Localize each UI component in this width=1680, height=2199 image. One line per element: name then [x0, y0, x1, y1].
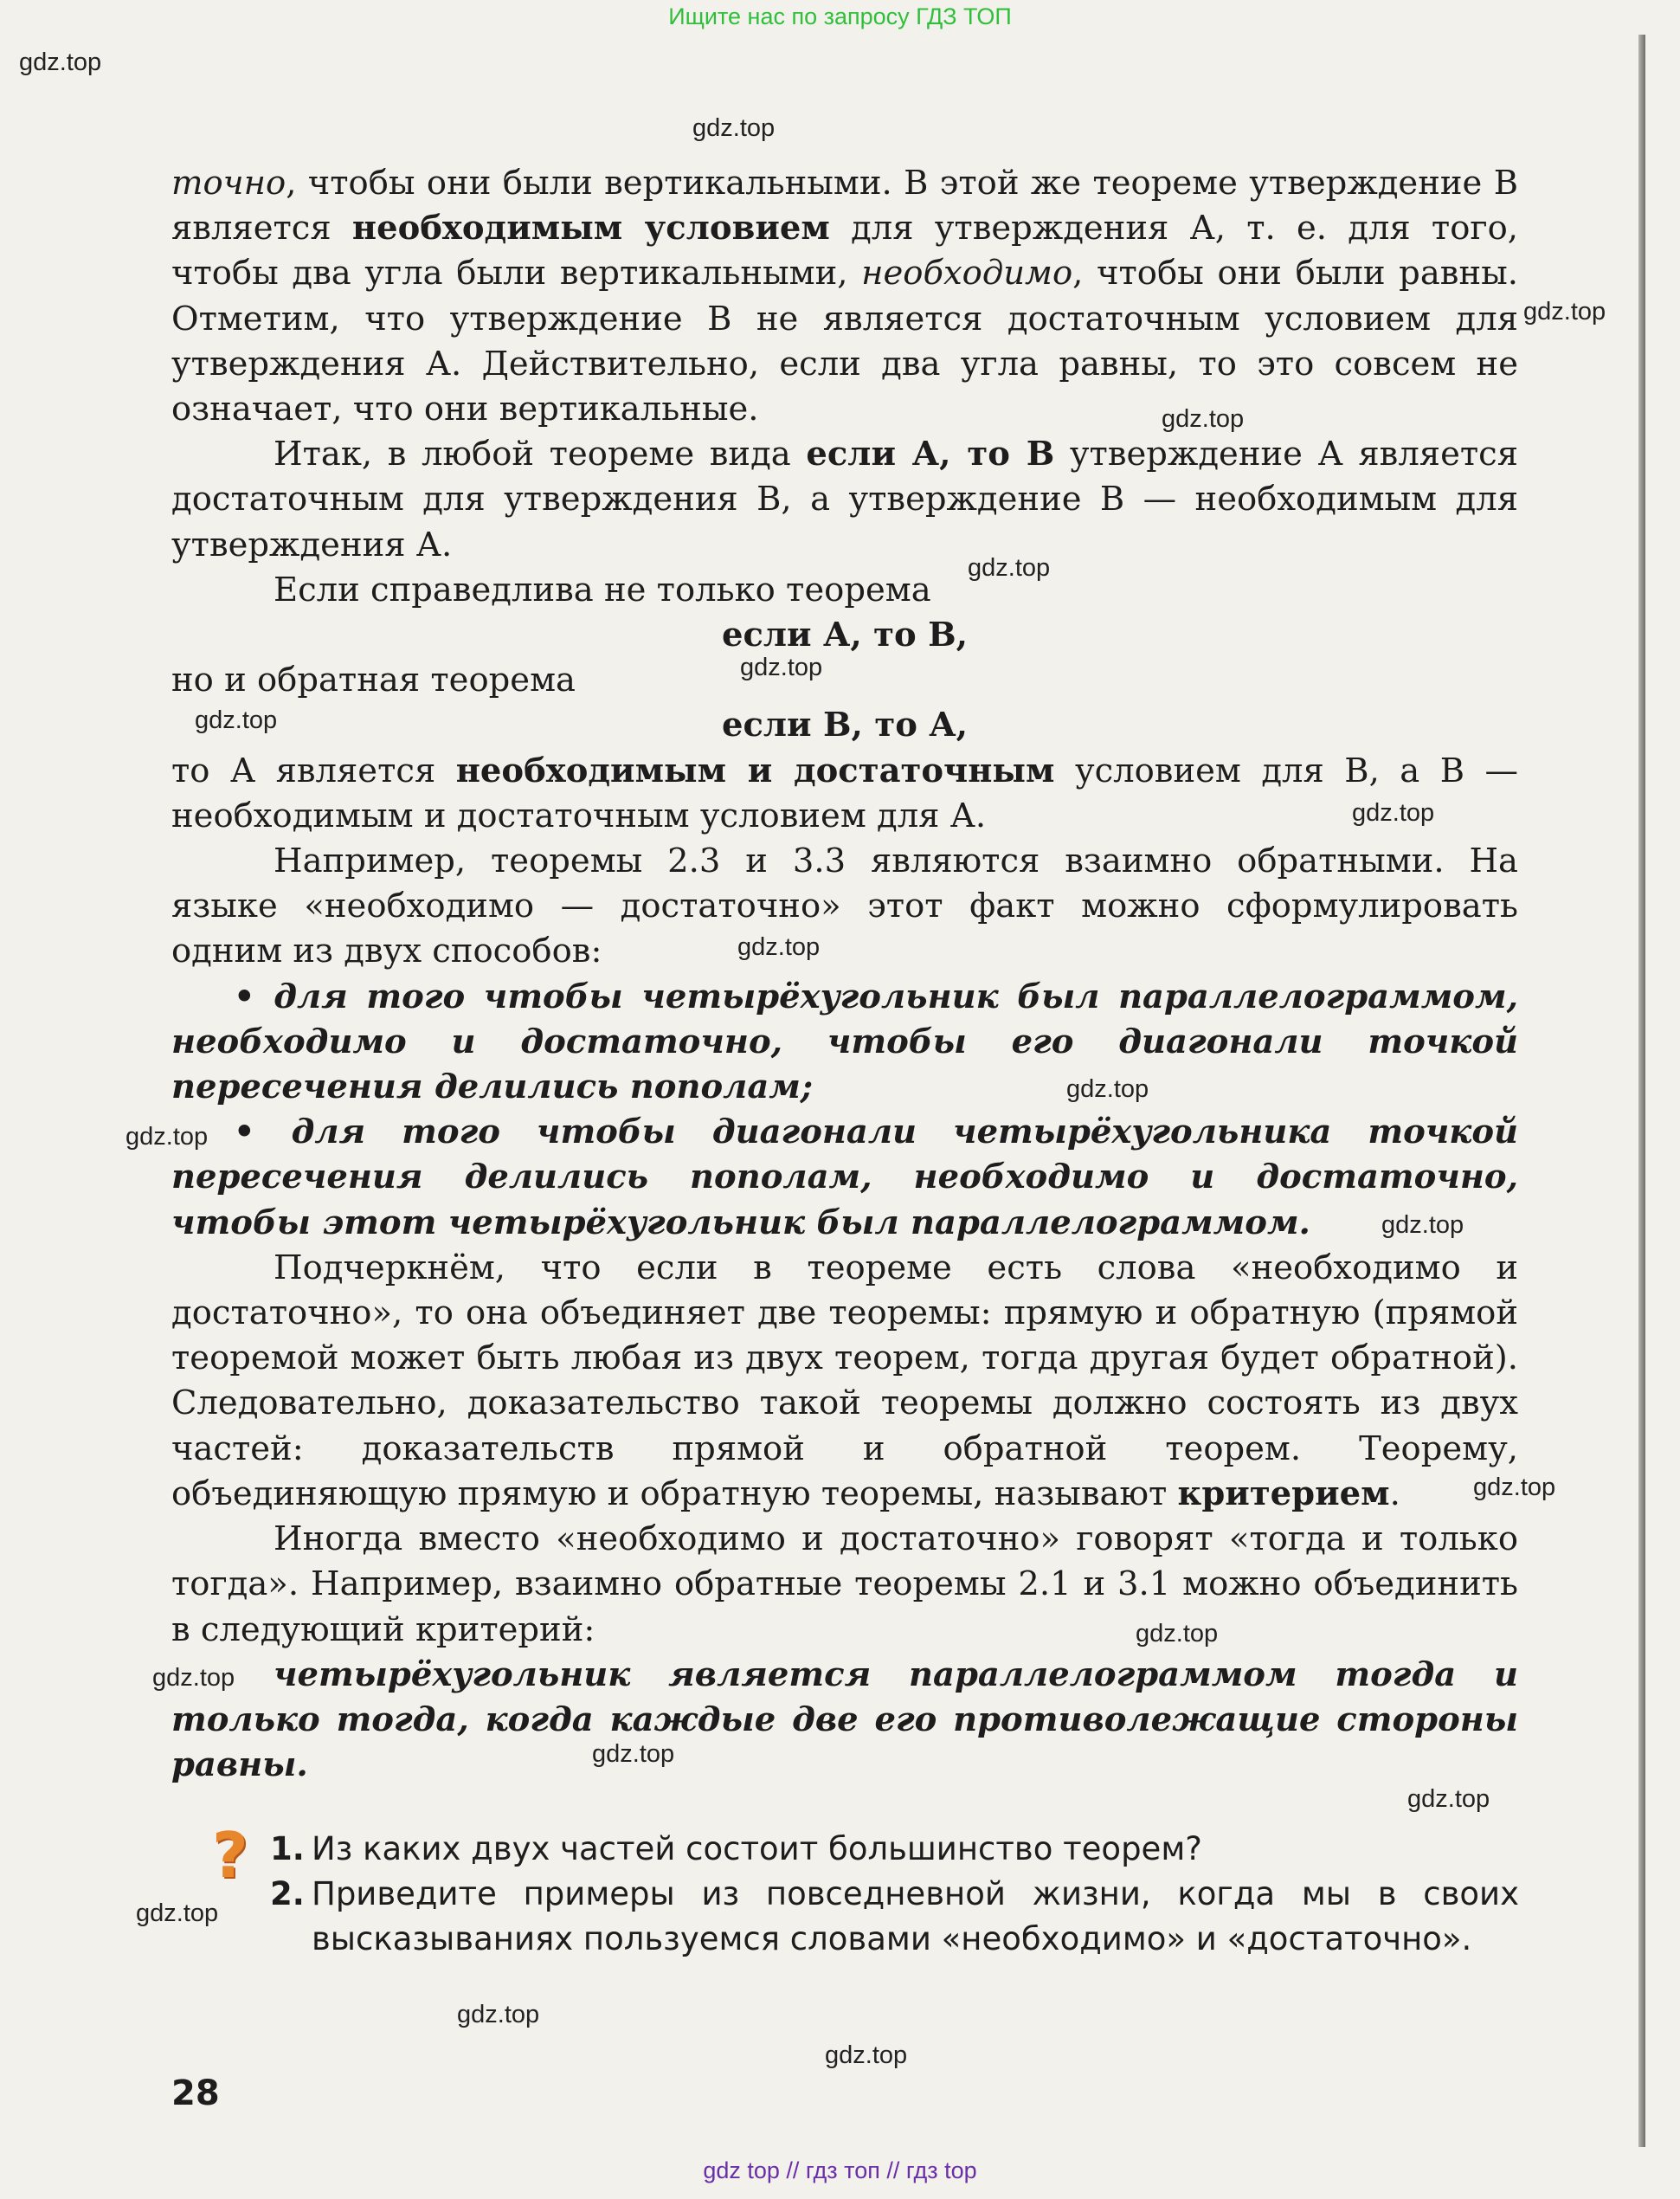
- watermark: gdz.top: [825, 2041, 908, 2069]
- paragraph-6: Например, теоремы 2.3 и 3.3 являются взаимно обратными. На языке «необходимо — достаточно» этот факт можно сформулировать одним из двух способов:: [171, 842, 1518, 971]
- italic-word: точно: [171, 164, 286, 203]
- paragraph-4: но и обратная теорема: [171, 661, 576, 700]
- watermark: gdz.top: [692, 114, 776, 142]
- italic-word: необходимо: [861, 254, 1073, 293]
- formula-direct: если А, то В,: [721, 616, 969, 655]
- bold-term: необходимым условием: [351, 209, 830, 248]
- text-run: .: [1389, 1474, 1400, 1513]
- question-text: Приведите примеры из повседневной жизни, когда мы в своих высказываниях пользуемся словами «необходимо» и «достаточно».: [312, 1875, 1519, 1957]
- question-text: Из каких двух частей состоит большинство теорем?: [312, 1830, 1202, 1867]
- watermark: gdz.top: [1066, 1075, 1149, 1103]
- watermark: gdz.top: [1381, 1211, 1464, 1239]
- question-item: [270, 1872, 1519, 1962]
- paragraph-7: [171, 1246, 1518, 1517]
- question-mark-icon: ?: [212, 1819, 248, 1892]
- bottom-banner: gdz top // гдз топ // гдз top: [703, 2157, 977, 2183]
- watermark: gdz.top: [737, 933, 821, 961]
- paragraph-3: Если справедлива не только теорема: [274, 570, 931, 609]
- paragraph-1: [171, 161, 1518, 432]
- watermark: gdz.top: [126, 1123, 209, 1151]
- watermark: gdz.top: [1162, 405, 1245, 433]
- bullet-2: • для того чтобы диагонали четырёхугольника точкой пересечения делились пополам, необходимо и достаточно, чтобы этот четырёхугольник был параллелограммом.: [171, 1112, 1518, 1242]
- watermark: gdz.top: [195, 706, 278, 734]
- bullet-1: • для того чтобы четырёхугольник был параллелограммом, необходимо и достаточно, чтобы его диагонали точкой пересечения делились пополам;: [171, 977, 1518, 1107]
- criterion-statement: четырёхугольник является параллелограммом тогда и только тогда, когда каждые две его противолежащие стороны равны.: [171, 1654, 1518, 1785]
- watermark: gdz.top: [1473, 1474, 1556, 1501]
- watermark: gdz.top: [1352, 799, 1435, 827]
- bold-term: необходимым и достаточным: [455, 751, 1055, 790]
- watermark: gdz.top: [740, 654, 823, 681]
- text-run: Итак, в любой теореме вида: [274, 435, 807, 474]
- questions-block: [270, 1827, 1519, 1962]
- watermark: gdz.top: [457, 2001, 540, 2028]
- text-run: , чтобы они были равны. Отметим, что утверждение В не является достаточным условием для утверждения А. Действительно, если два угла равны, то это совсем не означает, что они вертикальные.: [171, 254, 1518, 429]
- watermark: gdz.top: [1407, 1785, 1490, 1813]
- page-edge: [1638, 35, 1645, 2147]
- watermark: gdz.top: [1523, 298, 1606, 326]
- question-number: 2.: [270, 1875, 305, 1912]
- text-run: Подчеркнём, что если в теореме есть слова «необходимо и достаточно», то она объединяет две теоремы: прямую и обратную (прямой теоремой может быть любая из двух теорем, тогда другая будет обратной). Следовательно, доказательство такой теоремы должно состоять из двух частей: доказательств прямой и обратной теорем. Теорему, объединяющую прямую и обратную теоремы, называют: [171, 1248, 1518, 1513]
- watermark: gdz.top: [592, 1740, 675, 1768]
- text-run: утверждение А является достаточным для утверждения В, а утверждение В — необходимым для утверждения А.: [171, 435, 1519, 564]
- watermark: gdz.top: [968, 554, 1051, 582]
- text-run: то А является: [171, 751, 456, 790]
- watermark: gdz.top: [19, 48, 102, 76]
- paragraph-8: Иногда вместо «необходимо и достаточно» говорят «тогда и только тогда». Например, взаимно обратные теоремы 2.1 и 3.1 можно объединить в следующий критерий:: [171, 1519, 1518, 1649]
- question-number: 1.: [270, 1830, 305, 1867]
- paragraph-5: [171, 749, 1518, 839]
- text-run: условием для В, а В — необходимым и достаточным условием для А.: [171, 751, 1518, 835]
- watermark: gdz.top: [152, 1664, 235, 1692]
- text-run: , чтобы они были вертикальными. В этой же теореме утверждение В является: [171, 164, 1518, 248]
- bold-term: критерием: [1177, 1474, 1390, 1513]
- main-text: [171, 161, 1518, 1788]
- top-banner: Ищите нас по запросу ГДЗ ТОП: [668, 3, 1012, 29]
- bold-term: если А, то В: [806, 435, 1055, 474]
- formula-converse: если В, то А,: [721, 706, 969, 745]
- text-run: для утверждения А, т. е. для того, чтобы два угла были вертикальными,: [171, 209, 1518, 293]
- paragraph-2: [171, 432, 1518, 568]
- page-number: 28: [171, 2073, 220, 2113]
- question-item: [270, 1827, 1519, 1872]
- watermark: gdz.top: [136, 1899, 219, 1927]
- watermark: gdz.top: [1136, 1620, 1219, 1648]
